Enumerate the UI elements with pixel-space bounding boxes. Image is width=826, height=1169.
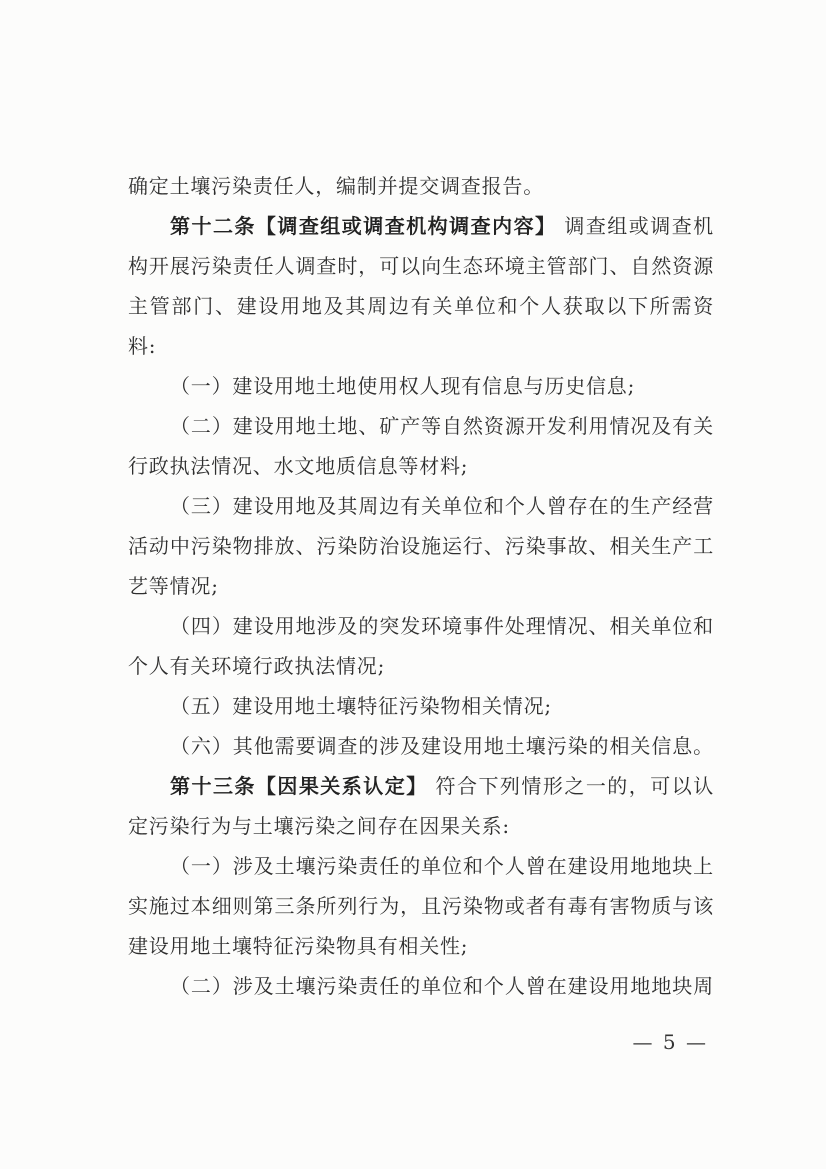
list-item: （一）建设用地土地使用权人现有信息与历史信息;: [170, 374, 636, 398]
paragraph-line: 料:: [128, 334, 157, 358]
list-item: （三）建设用地及其周边有关单位和个人曾存在的生产经营: [170, 494, 714, 518]
list-item: （六）其他需要调查的涉及建设用地土壤污染的相关信息。: [170, 734, 714, 758]
article-13-title: 第十三条【因果关系认定】: [170, 774, 428, 798]
article-13-heading-line: [128, 766, 714, 806]
article-13-text: 符合下列情形之一的，可以认: [427, 774, 714, 798]
paragraph-line: 确定土壤污染责任人，编制并提交调查报告。: [128, 174, 544, 198]
paragraph-line: 实施过本细则第三条所列行为，且污染物或者有毒有害物质与该: [128, 894, 714, 918]
article-12-heading-line: [128, 206, 714, 246]
list-item: （五）建设用地土壤特征污染物相关情况;: [170, 694, 552, 718]
list-item: （一）涉及土壤污染责任的单位和个人曾在建设用地地块上: [170, 854, 714, 878]
paragraph-line: 构开展污染责任人调查时，可以向生态环境主管部门、自然资源: [128, 254, 714, 278]
article-12-title: 第十二条【调查组或调查机构调查内容】: [170, 214, 557, 238]
paragraph-line: 定污染行为与土壤污染之间存在因果关系:: [128, 814, 510, 838]
paragraph-line: 艺等情况;: [128, 574, 219, 598]
article-12-text: 调查组或调查机: [556, 214, 714, 238]
paragraph-line: 建设用地土壤特征污染物具有相关性;: [128, 934, 469, 958]
paragraph-line: 行政执法情况、水文地质信息等材料;: [128, 454, 469, 478]
document-body: [128, 166, 714, 1006]
list-item: （二）涉及土壤污染责任的单位和个人曾在建设用地地块周: [170, 974, 714, 998]
list-item: （四）建设用地涉及的突发环境事件处理情况、相关单位和: [170, 614, 714, 638]
list-item: （二）建设用地土地、矿产等自然资源开发利用情况及有关: [170, 414, 714, 438]
paragraph-line: 活动中污染物排放、污染防治设施运行、污染事故、相关生产工: [128, 534, 714, 558]
paragraph-line: 主管部门、建设用地及其周边有关单位和个人获取以下所需资: [128, 294, 714, 318]
paragraph-line: 个人有关环境行政执法情况;: [128, 654, 386, 678]
page-number: — 5 —: [632, 1030, 708, 1054]
